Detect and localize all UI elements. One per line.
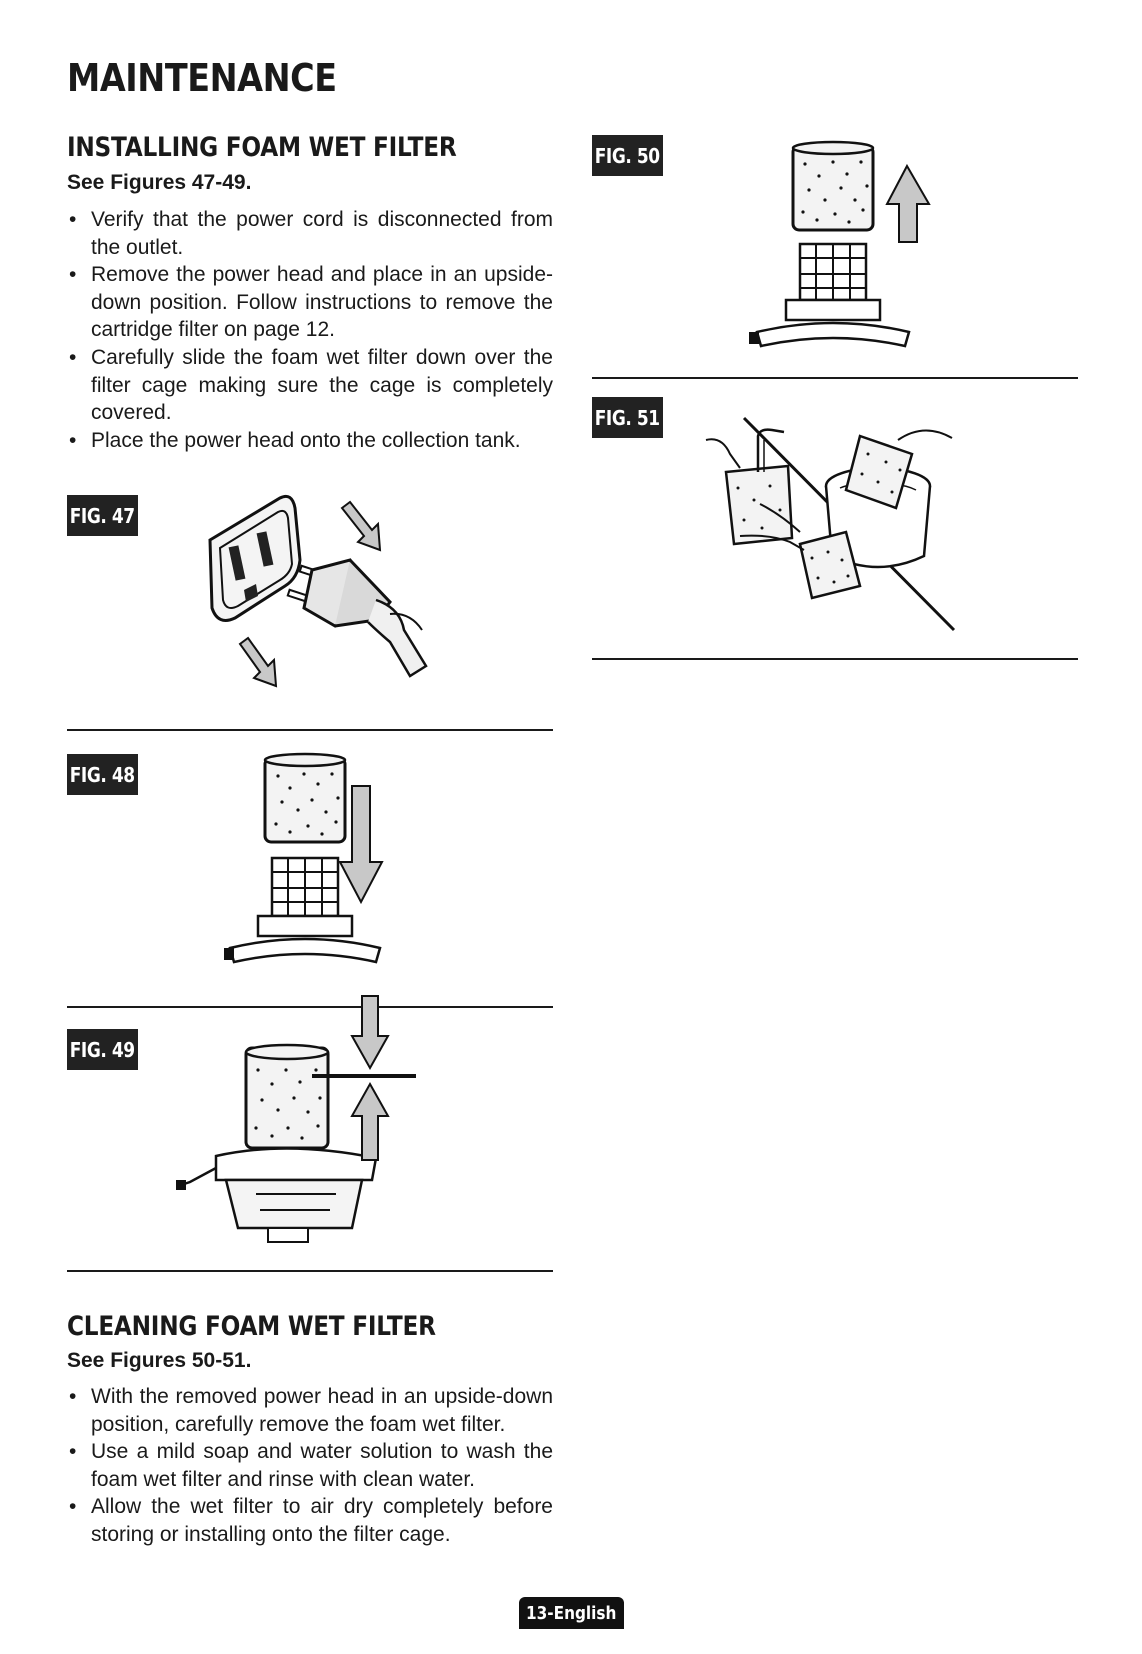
- page-title: MAINTENANCE: [67, 56, 337, 100]
- list-item: • Verify that the power cord is disconnected from the outlet.: [67, 206, 553, 261]
- divider: [592, 377, 1078, 379]
- list-item: • Place the power head onto the collection tank.: [67, 427, 553, 455]
- section-title-installing: INSTALLING FOAM WET FILTER: [67, 132, 457, 163]
- filter-washing-illustration: [700, 410, 970, 640]
- see-figures-cleaning: See Figures 50-51.: [67, 1349, 252, 1372]
- fig-48-label: FIG. 48: [67, 754, 138, 795]
- divider: [592, 658, 1078, 660]
- see-figures-installing: See Figures 47-49.: [67, 171, 252, 194]
- list-item: • Carefully slide the foam wet filter down over the filter cage making sure the cage is completely covered.: [67, 344, 553, 427]
- filter-install-illustration: [220, 752, 410, 972]
- outlet-plug-illustration: [200, 490, 440, 710]
- filter-covered-illustration: [176, 1044, 446, 1254]
- filter-removal-illustration: [745, 140, 935, 355]
- section-title-cleaning: CLEANING FOAM WET FILTER: [67, 1311, 436, 1342]
- list-item: • Use a mild soap and water solution to wash the foam wet filter and rinse with clean water.: [67, 1438, 553, 1493]
- divider: [67, 729, 553, 731]
- list-item: • Remove the power head and place in an upside-down position. Follow instructions to remove the cartridge filter on page 12.: [67, 261, 553, 344]
- cleaning-bullet-list: [67, 1383, 553, 1549]
- list-item: • Allow the wet filter to air dry completely before storing or installing onto the filter cage.: [67, 1493, 553, 1548]
- fig-49-label: FIG. 49: [67, 1029, 138, 1070]
- fig-51-label: FIG. 51: [592, 397, 663, 438]
- fig-50-label: FIG. 50: [592, 135, 663, 176]
- fig-47-label: FIG. 47: [67, 495, 138, 536]
- list-item: • With the removed power head in an upside-down position, carefully remove the foam wet filter.: [67, 1383, 553, 1438]
- divider: [67, 1006, 553, 1008]
- installing-bullet-list: [67, 206, 553, 454]
- divider: [67, 1270, 553, 1272]
- page-number-tab: 13-English: [519, 1597, 624, 1629]
